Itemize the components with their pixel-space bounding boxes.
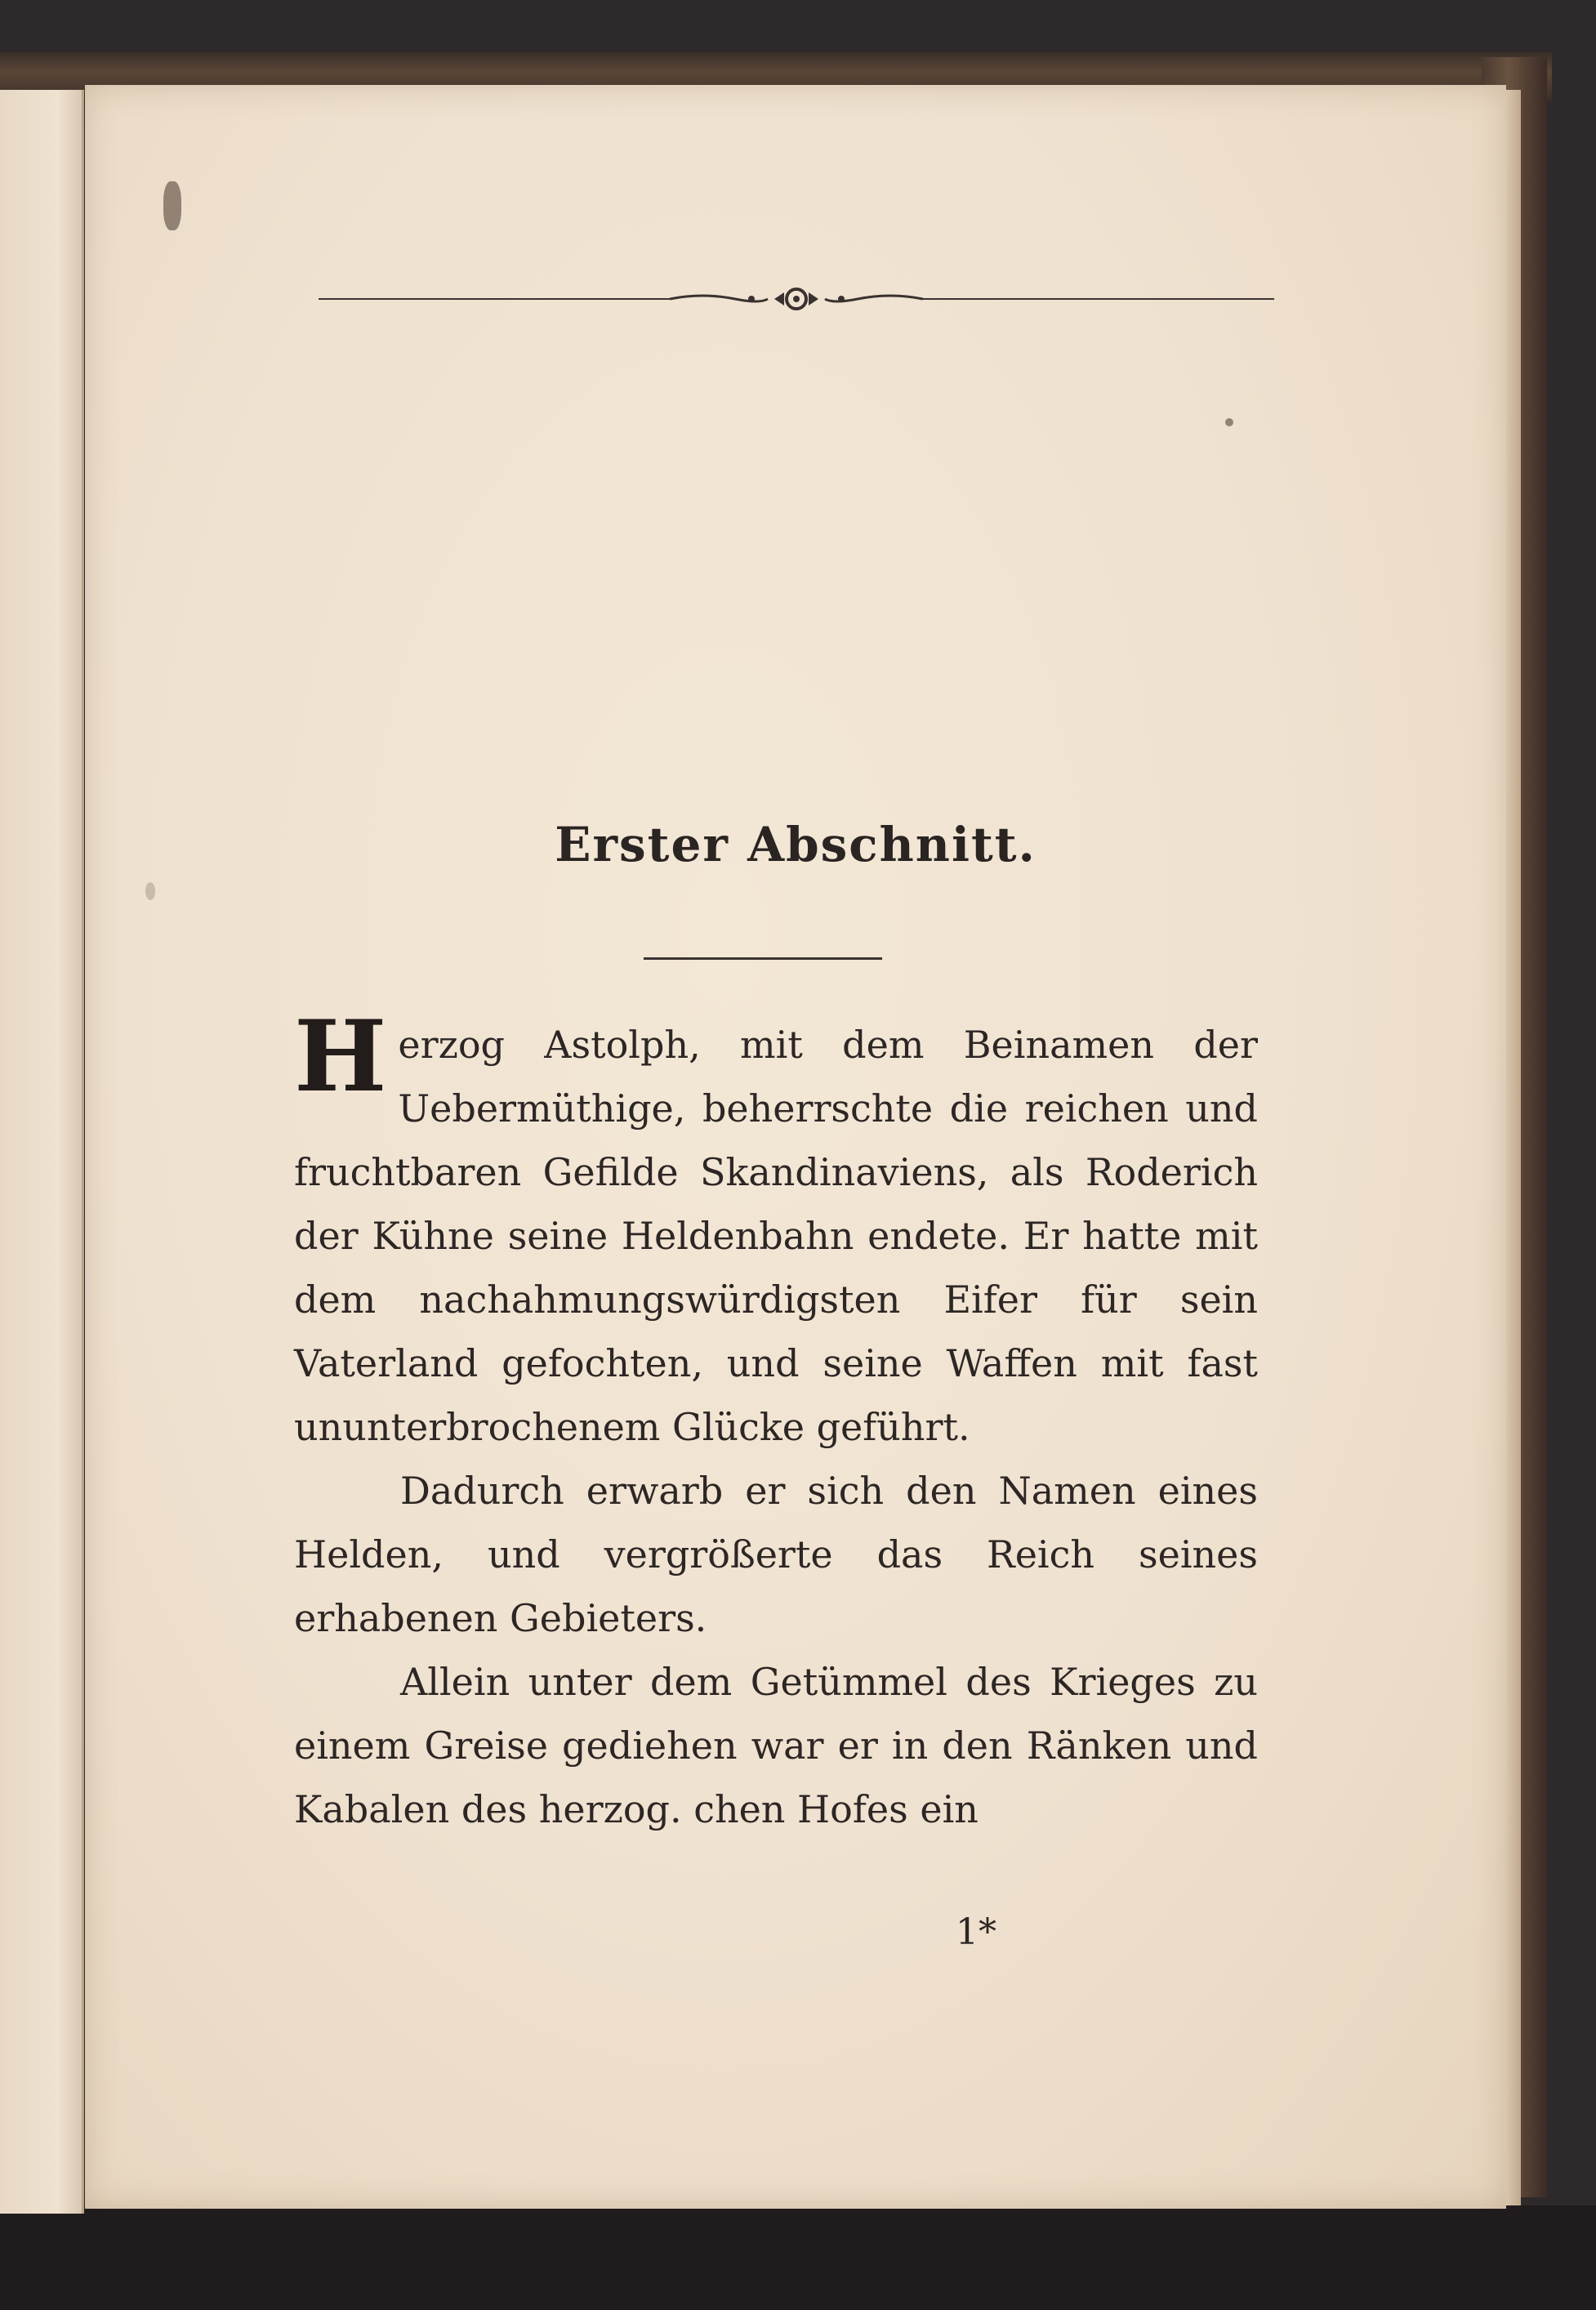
facing-page-edge — [0, 90, 84, 2214]
paragraph-1-text: erzog Astolph, mit dem Beinamen der Uebermüthige, beherrschte die reichen und fruchtbaren Gefilde Skandinaviens, als Roderich der Kühne seine Heldenbahn endete. Er hatte mit dem nachahmungswürdigsten Eifer für sein Vaterland gefochten, und seine Waffen mit fast ununterbrochenem Glücke geführt. — [294, 1023, 1258, 1449]
paper-stain — [145, 882, 155, 900]
paragraph-2: Dadurch erwarb er sich den Namen eines Helden, und vergrößerte das Reich seines erhabenen Gebieters. — [294, 1469, 1258, 1640]
paragraph-3: Allein unter dem Getümmel des Krieges zu einem Greise gediehen war er in den Ränken und Kabalen des herzog. chen Hofes ein — [294, 1660, 1258, 1831]
drop-cap: H — [294, 999, 387, 1114]
paper-stain — [163, 181, 181, 230]
book-cover-bottom — [0, 2205, 1596, 2310]
ornament-line-left — [319, 298, 670, 300]
ornament-flourish-icon — [670, 284, 923, 314]
page-stack-edge — [1506, 90, 1521, 2205]
paragraph-1 — [294, 999, 1258, 1459]
paper-stain — [1225, 418, 1233, 426]
printer-signature-mark: 1* — [956, 1911, 996, 1953]
heading-rule — [644, 957, 882, 960]
chapter-heading: Erster Abschnitt. — [555, 817, 1037, 872]
body-text — [294, 999, 1258, 1841]
ornamental-rule — [319, 284, 1274, 314]
ornament-line-right — [923, 298, 1274, 300]
